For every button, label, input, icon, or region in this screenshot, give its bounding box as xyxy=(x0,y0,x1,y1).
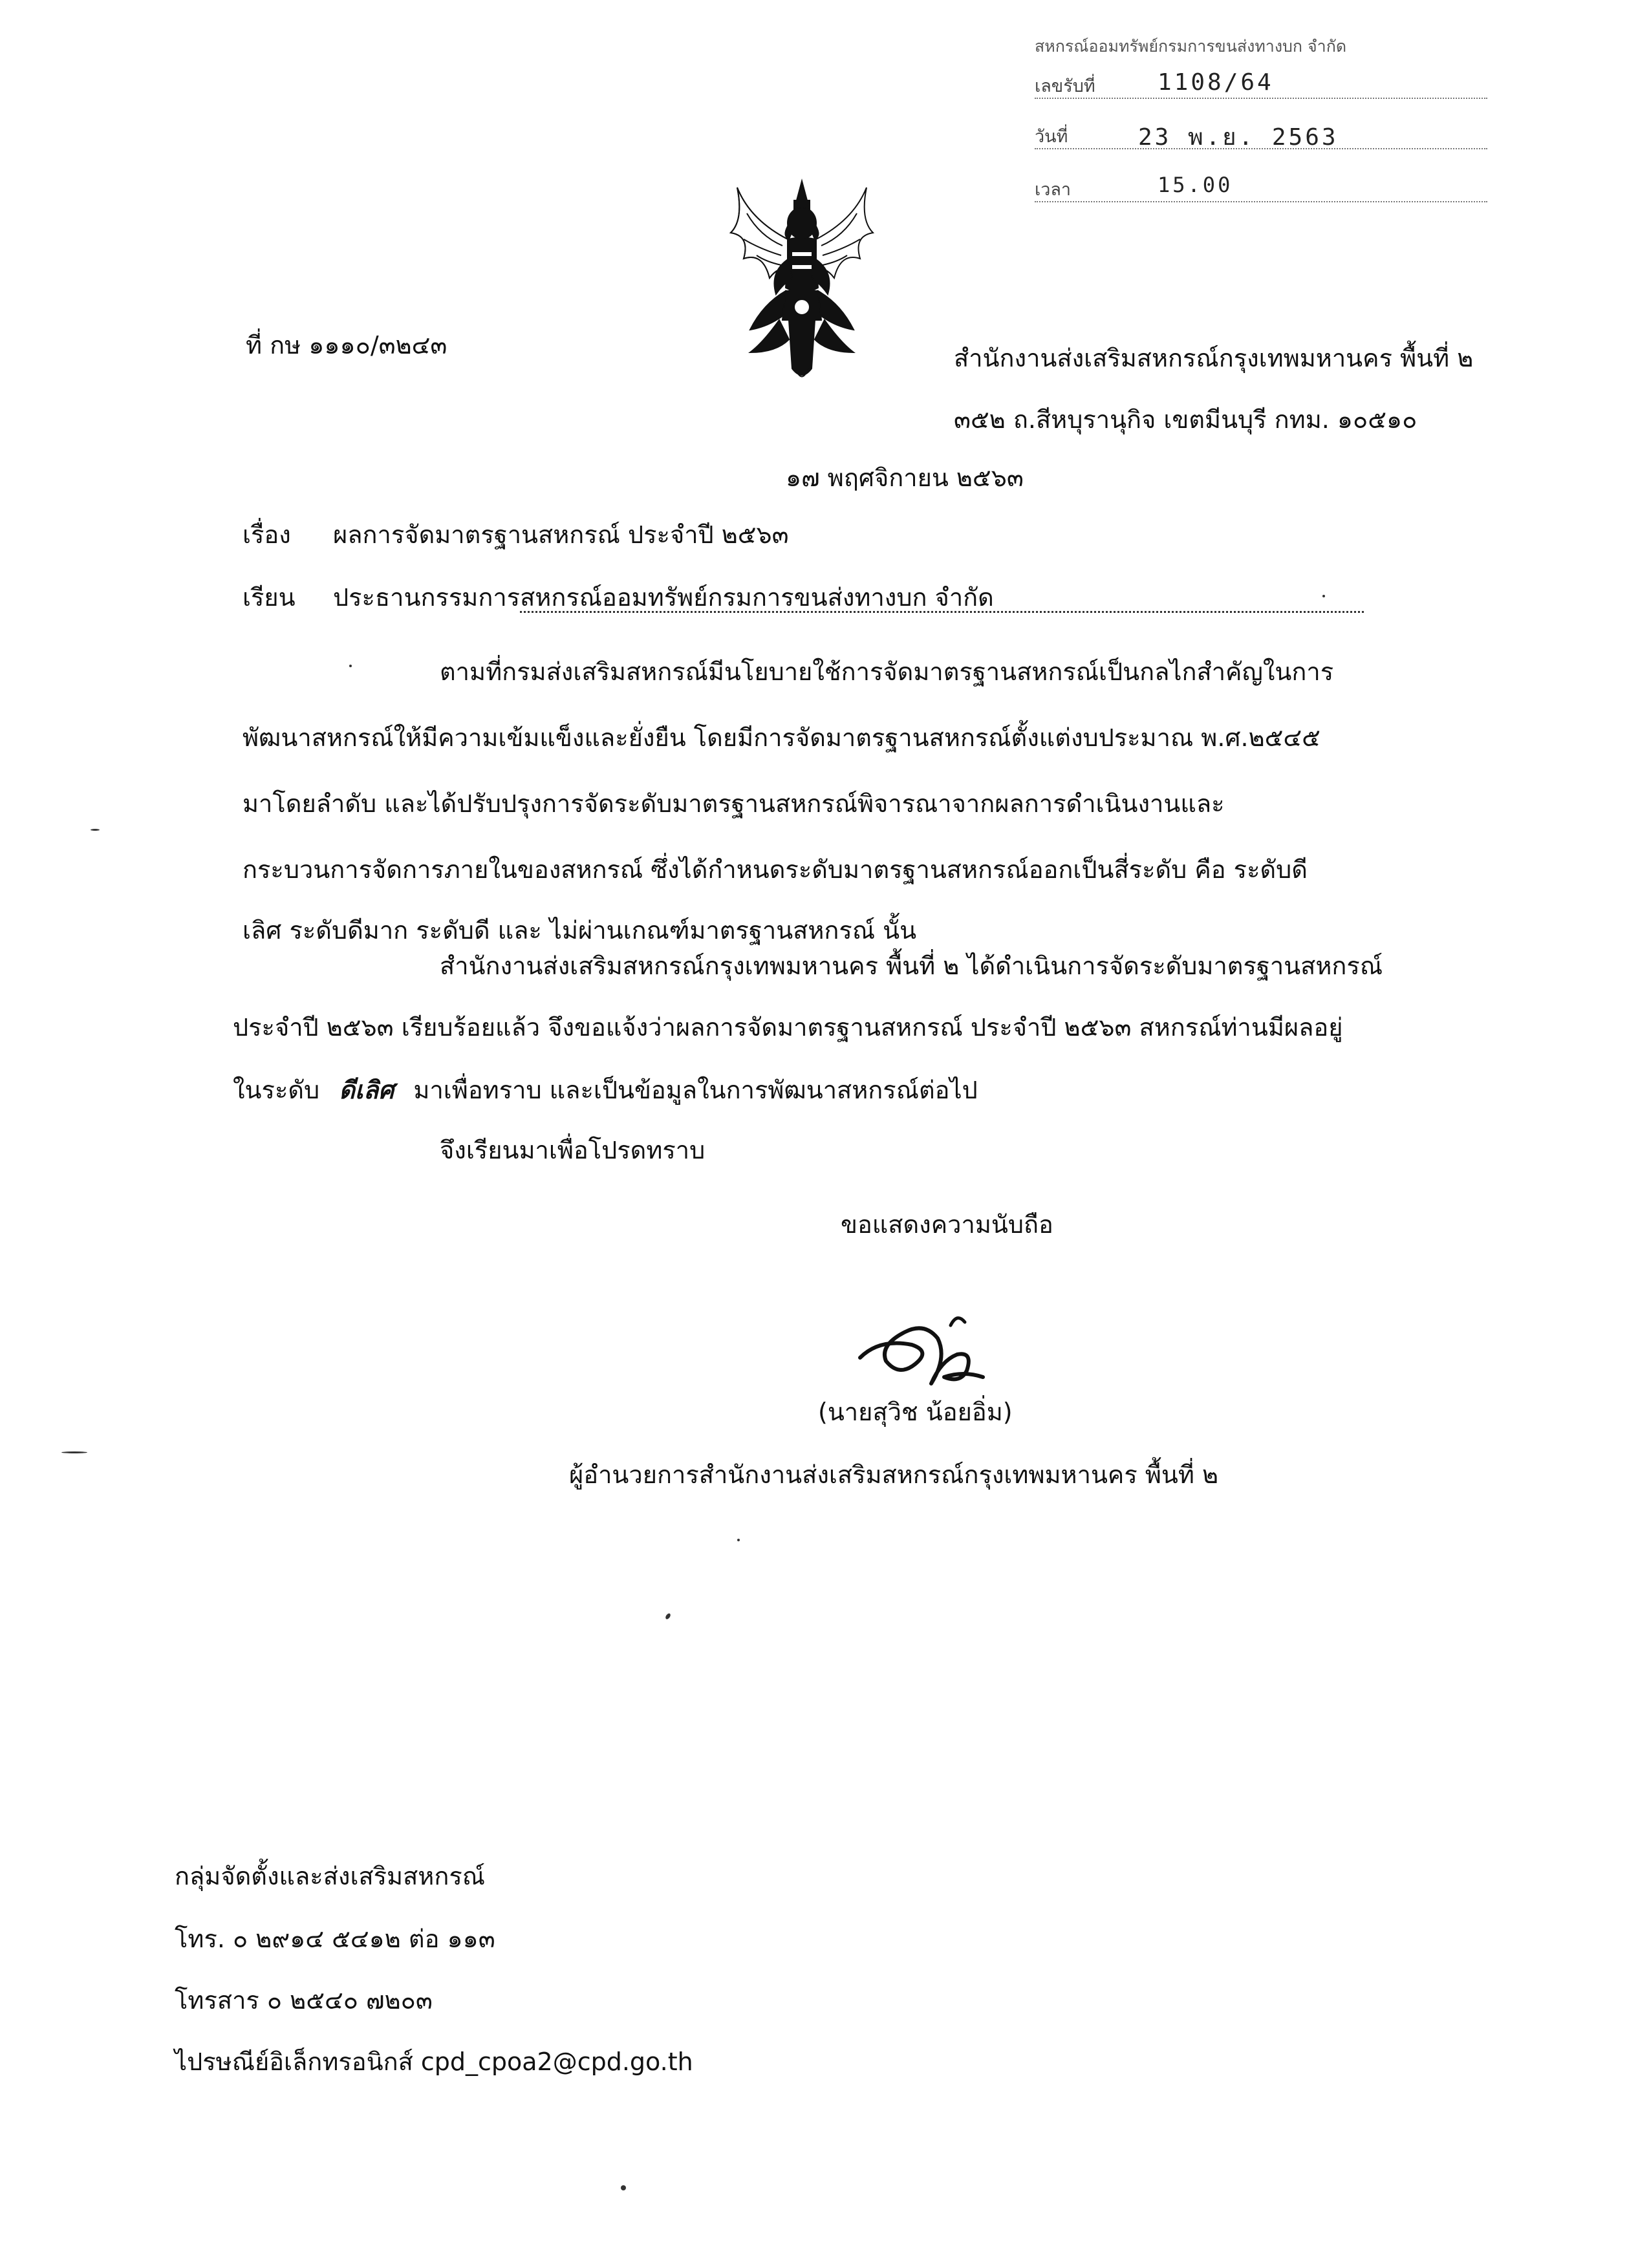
stamp-recv-label: เลขรับที่ xyxy=(1035,76,1095,96)
footer-fax: โทรสาร ๐ ๒๕๔๐ ๗๒๐๓ xyxy=(175,1986,433,2015)
footer-department: กลุ่มจัดตั้งและส่งเสริมสหกรณ์ xyxy=(175,1862,486,1890)
recipient-name: สหกรณ์ออมทรัพย์กรมการขนส่งทางบก จำกัด xyxy=(520,585,1364,613)
paragraph-2-level-prefix: ในระดับ xyxy=(233,1076,320,1104)
handwritten-signature xyxy=(854,1300,1002,1403)
scan-speck xyxy=(91,829,100,831)
paragraph-2-level-suffix: มาเพื่อทราบ และเป็นข้อมูลในการพัฒนาสหกรณ์ต่อไป xyxy=(413,1076,978,1104)
paragraph-1-line-2: พัฒนาสหกรณ์ให้มีความเข้มแข็งและยั่งยืน โดยมีการจัดมาตรฐานสหกรณ์ตั้งแต่งบประมาณ พ.ศ.๒๕๔๕ xyxy=(242,723,1320,752)
paragraph-1-line-4: กระบวนการจัดการภายในของสหกรณ์ ซึ่งได้กำหนดระดับมาตรฐานสหกรณ์ออกเป็นสี่ระดับ คือ ระดับดี xyxy=(242,855,1308,884)
scan-speck xyxy=(621,2185,626,2190)
scan-speck xyxy=(61,1451,87,1453)
recipient-label: เรียน xyxy=(242,583,296,612)
receiving-stamp xyxy=(1035,36,1500,223)
paragraph-2 xyxy=(233,952,1503,1122)
letter-date: ๑๗ พฤศจิกายน ๒๕๖๓ xyxy=(786,464,1024,492)
paragraph-1-line-3: มาโดยลำดับ และได้ปรับปรุงการจัดระดับมาตรฐานสหกรณ์พิจารณาจากผลการดำเนินงานและ xyxy=(242,789,1225,818)
standard-level-highlight: ดีเลิศ xyxy=(339,1076,394,1104)
signer-name: (นายสุวิช น้อยอิ่ม) xyxy=(818,1398,1013,1426)
footer-email: ไปรษณีย์อิเล็กทรอนิกส์ cpd_cpoa2@cpd.go.th xyxy=(175,2048,693,2076)
regards-line: ขอแสดงความนับถือ xyxy=(841,1210,1053,1239)
scan-speck xyxy=(665,1612,672,1620)
footer-phone: โทร. ๐ ๒๙๑๔ ๕๔๑๒ ต่อ ๑๑๓ xyxy=(175,1925,495,1953)
paragraph-1 xyxy=(242,658,1503,945)
paragraph-2-line-1: สำนักงานส่งเสริมสหกรณ์กรุงเทพมหานคร พื้นที่ ๒ ได้ดำเนินการจัดระดับมาตรฐานสหกรณ์ xyxy=(440,952,1383,980)
stamp-org-line: สหกรณ์ออมทรัพย์กรมการขนส่งทางบก จำกัด xyxy=(1035,37,1347,56)
paragraph-1-line-5: เลิศ ระดับดีมาก ระดับดี และ ไม่ผ่านเกณฑ์มาตรฐานสหกรณ์ นั้น xyxy=(242,916,917,945)
stamp-time-value: 15.00 xyxy=(1158,173,1233,197)
recipient-line xyxy=(333,585,1364,613)
subject-text: ผลการจัดมาตรฐานสหกรณ์ ประจำปี ๒๕๖๓ xyxy=(333,520,789,549)
stamp-time-label: เวลา xyxy=(1035,180,1072,200)
scan-speck xyxy=(349,665,352,667)
stamp-date-value: 23 พ.ย. 2563 xyxy=(1138,124,1339,151)
stamp-date-label: วันที่ xyxy=(1035,127,1068,147)
paragraph-1-line-1: ตามที่กรมส่งเสริมสหกรณ์มีนโยบายใช้การจัดมาตรฐานสหกรณ์เป็นกลไกสำคัญในการ xyxy=(440,658,1334,686)
paragraph-2-line-3 xyxy=(233,1078,978,1102)
scan-speck xyxy=(1322,595,1325,597)
closing-request: จึงเรียนมาเพื่อโปรดทราบ xyxy=(440,1136,706,1164)
subject-label: เรื่อง xyxy=(242,520,291,549)
stamp-time-row xyxy=(1035,179,1487,202)
letter-reference-number: ที่ กษ ๑๑๑๐/๓๒๔๓ xyxy=(246,331,447,359)
office-name: สำนักงานส่งเสริมสหกรณ์กรุงเทพมหานคร พื้นที่ ๒ xyxy=(954,344,1474,372)
garuda-emblem-icon xyxy=(724,175,879,388)
scan-speck xyxy=(737,1539,740,1541)
office-address: ๓๕๒ ถ.สีหบุรานุกิจ เขตมีนบุรี กทม. ๑๐๕๑๐ xyxy=(954,405,1417,434)
signer-title: ผู้อำนวยการสำนักงานส่งเสริมสหกรณ์กรุงเทพมหานคร พื้นที่ ๒ xyxy=(569,1460,1219,1489)
stamp-recv-number: 1108/64 xyxy=(1158,69,1274,96)
paragraph-2-line-2: ประจำปี ๒๕๖๓ เรียบร้อยแล้ว จึงขอแจ้งว่าผลการจัดมาตรฐานสหกรณ์ ประจำปี ๒๕๖๓ สหกรณ์ท่านมีผลอยู่ xyxy=(233,1013,1343,1042)
recipient-prefix: ประธานกรรมการ xyxy=(333,583,521,612)
